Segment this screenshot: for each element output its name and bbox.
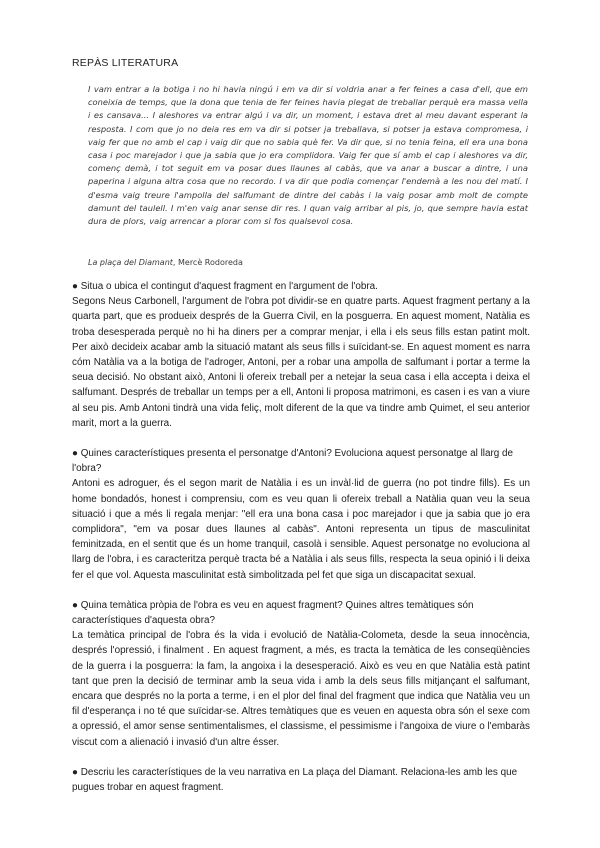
answer-3: La temàtica principal de l'obra és la vida i evolució de Natàlia-Colometa, desde la seua innocència, després l'opressió, i finalment . En aquest fragment, a més, es tracta la temàtica de les conseqüències de la guerra i la posguerra: la fam, la angoixa i la desesperació. Això es veu en que Natàlia està patint tant que pren la decisió de terminar amb la seua vida i amb la dels seus fills mitjançant el salfumant, encara que després no la porta a terme, i en el plor del final del fragment que indica que Natàlia veu un fil d'esperança i no té que suïcidar-se. Altres temàtiques que es veuen en aquesta obra són el sexe com a opressió, el amor sense sentimentalismes, el classisme, el pessimisme i l'angoixa de viure o l'embaràs viscut com a alienació i invasió d'un altre ésser.: [72, 630, 530, 748]
excerpt-book-title: La plaça del Diamant: [88, 258, 173, 267]
question-4: ● Descriu les característiques de la veu narrativa en La plaça del Diamant. Relaciona-les amb les que pugues trobar en aquest fragment.: [72, 766, 518, 794]
page-title: REPÀS LITERATURA: [72, 57, 179, 69]
excerpt-source: [88, 258, 243, 267]
novel-excerpt: I vam entrar a la botiga i no hi havia ningú i em va dir si voldria anar a fer feines a casa d'ell, que em coneixia de temps, que la dona que tenia de fer feines havia plegat de treballar perquè era massa vella i es cansava... I aleshores va entrar algú i va dir, un moment, i estava dret al meu davant esperant la resposta. I com que jo no deia res em va dir si potser ja treballava, si potser ja estava compromesa, i vaig fer que no amb el cap i vaig dir que no sabia què fer. Va dir que, si no tenia feina, ell era una bona casa i poc marejador i que ja sabia que jo era complidora. Vaig fer que sí amb el cap i aleshores va dir, començ demà, i tot seguit em va posar dues llaunes al cabàs, que va anar a buscar a dintre, i una paperina i alguna altra cosa que no recordo. I va dir que podia començar l'endemà a les nou del matí. I d'esma vaig treure l'ampolla del salfumant de dintre del cabàs i la vaig posar amb molt de compte damunt del taulell. I m'en vaig anar sense dir res. I quan vaig arribar al pis, jo, que sempre havia estat dura de plors, vaig arrencar a plorar com si fos qualsevol cosa.: [88, 84, 528, 227]
questions-list: [72, 279, 530, 795]
question-1: ● Situa o ubica el contingut d'aquest fragment en l'argument de l'obra.: [72, 281, 378, 292]
excerpt-author: , Mercè Rodoreda: [172, 258, 243, 267]
answer-1: Segons Neus Carbonell, l'argument de l'obra pot dividir-se en quatre parts. Aquest fragment pertany a la quarta part, que es produeix després de la Guerra Civil, en la posguerra. En aquest moment, Natàlia es troba desesperada perquè no hi ha diners per a comprar menjar, i ella i els seus fills estan patint molt. Per això decideix acabar amb la situació matant als seus fills i suïcidant-se. En aquest moment es narra cóm Natàlia va a la botiga de l'adroger, Antoni, per a robar una ampolla de salfumant i portar a terme la seua decisió. No obstant això, Antoni li ofereix treball per a netejar la seua casa i ella accepta i deixa el salfumant. Després de treballar un temps per a ell, Antoni li proposa matrimoni, es casen i es van a viure al seu pis. Amb Antoni tindrà una vida feliç, molt diferent de la que va tindre amb Quimet, el seu anterior marit, mort a la guerra.: [72, 296, 530, 429]
question-3: ● Quina temàtica pròpia de l'obra es veu en aquest fragment? Quines altres temàtiques són característiques d'aquesta obra?: [72, 599, 474, 627]
answer-2: Antoni es adroguer, és el segon marit de Natàlia i es un invàl·lid de guerra (no pot tindre fills). Es un home bondadós, honest i comprensiu, com es veu quan li ofereix treball a Natàlia quan veu la seua situació i que a més li regala menjar: "ell era una bona casa i poc marejador i que ja sabia que jo era complidora", "em va posar dues llaunes al cabàs". Antoni representa un tipus de masculinitat feminitzada, en el sentit que és un home tranquil, casolà i sensible. Aquest personatge no evoluciona al llarg de l'obra, i es caracteritza perquè tracta bé a Natàlia i als seus fills, respecta la seua opinió i li deixa fer el que vol. Aquesta masculinitat està simbolitzada pel fet que siga un discapacitat sexual.: [72, 478, 530, 581]
question-2: ● Quines característiques presenta el personatge d'Antoni? Evoluciona aquest personatge al llarg de l'obra?: [72, 448, 513, 475]
